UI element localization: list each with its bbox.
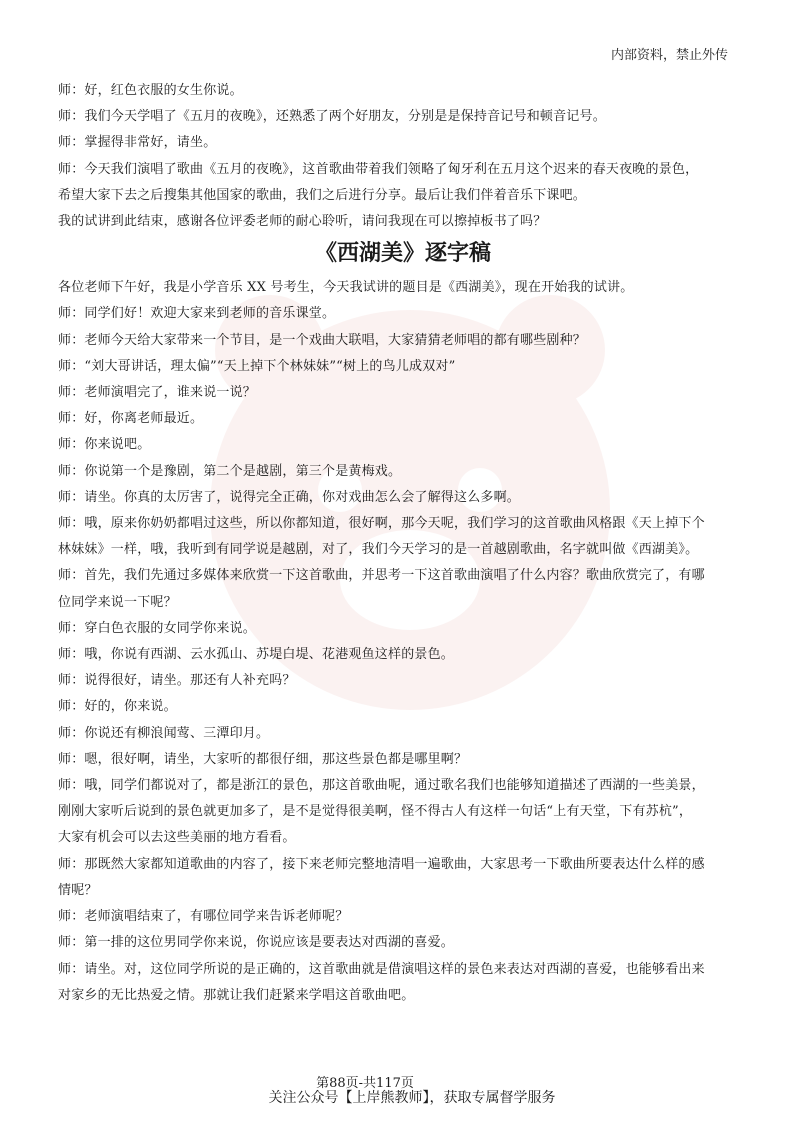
text-line: 师：你说还有柳浪闻莺、三潭印月。: [58, 725, 270, 741]
text-line: 师：说得很好，请坐。那还有人补充吗？: [58, 673, 296, 689]
text-line: 师：今天我们演唱了歌曲《五月的夜晚》，这首歌曲带着我们领略了匈牙利在五月这个迟来的春天夜晚的景色，: [58, 161, 699, 177]
text-line: 对家乡的无比热爱之情。那就让我们赶紧来学唱这首歌曲吧。: [58, 987, 415, 1003]
text-line: 师：第一排的这位男同学你来说，你说应该是要表达对西湖的喜爱。: [58, 935, 455, 951]
text-line: 情呢？: [58, 882, 98, 898]
text-line: 师：你说第一个是豫剧，第二个是越剧，第三个是黄梅戏。: [58, 463, 402, 479]
text-line: 师：我们今天学唱了《五月的夜晚》，还熟悉了两个好朋友，分别是是保持音记号和顿音记号。: [58, 109, 606, 125]
text-line: 师：嗯，很好啊，请坐，大家听的都很仔细，那这些景色都是哪里啊？: [58, 751, 468, 767]
text-line: 师：哦，同学们都说对了，都是浙江的景色，那这首歌曲呢，通过歌名我们也能够知道描述了西湖的一些美景，: [58, 778, 705, 794]
text-line: 各位老师下午好，我是小学音乐 XX 号考生，今天我试讲的题目是《西湖美》，现在开始我的试讲。: [58, 280, 634, 296]
text-line: 师：穿白色衣服的女同学你来说。: [58, 620, 257, 636]
promo-text: 关注公众号【上岸熊教师】，获取专属督学服务: [268, 1090, 556, 1106]
text-line: 位同学来说一下呢？: [58, 594, 177, 610]
text-line: 师：掌握得非常好，请坐。: [58, 135, 217, 151]
text-line: 希望大家下去之后搜集其他国家的歌曲，我们之后进行分享。最后让我们伴着音乐下课吧。: [58, 187, 587, 203]
text-line: 师：同学们好！欢迎大家来到老师的音乐课堂。: [58, 306, 336, 322]
text-line: 大家有机会可以去这些美丽的地方看看。: [58, 830, 296, 846]
text-line: 师：首先，我们先通过多媒体来欣赏一下这首歌曲，并思考一下这首歌曲演唱了什么内容？歌曲欣赏完了，有哪: [58, 568, 705, 584]
text-line: 师：请坐。你真的太厉害了，说得完全正确，你对戏曲怎么会了解得这么多啊。: [58, 489, 521, 505]
text-line: 师：好，红色衣服的女生你说。: [58, 83, 243, 98]
text-line: 我的试讲到此结束，感谢各位评委老师的耐心聆听，请问我现在可以擦掉板书了吗？: [58, 214, 547, 230]
text-line: 师：请坐。对，这位同学所说的是正确的，这首歌曲就是借演唱这样的景色来表达对西湖的喜爱，也能够看出来: [58, 961, 705, 977]
section-previous-lesson-end: [58, 78, 748, 235]
section-xihumei-transcript: [58, 275, 748, 1009]
text-line: 师：哦，你说有西湖、云水孤山、苏堤白堤、花港观鱼这样的景色。: [58, 647, 455, 663]
page-number: 第88页-共117页: [316, 1076, 414, 1091]
text-line: 林妹妹》一样，哦，我听到有同学说是越剧，对了，我们今天学习的是一首越剧歌曲，名字就叫做《西湖美》。: [58, 542, 699, 558]
confidential-note: 内部资料，禁止外传: [610, 48, 728, 63]
text-line: 师：那既然大家都知道歌曲的内容了，接下来老师完整地清唱一遍歌曲，大家思考一下歌曲所要表达什么样的感: [58, 856, 705, 872]
text-line: 师：老师今天给大家带来一个节目，是一个戏曲大联唱，大家猜猜老师唱的都有哪些剧种？: [58, 332, 587, 348]
text-line: 师：你来说吧。: [58, 437, 151, 453]
text-line: 师：好，你离老师最近。: [58, 411, 204, 427]
section-title: 《西湖美》逐字稿: [314, 241, 491, 267]
text-line: 师：老师演唱结束了，有哪位同学来告诉老师呢？: [58, 909, 349, 925]
text-line: 师：老师演唱完了，谁来说一说？: [58, 385, 257, 401]
text-line: 师：“刘大哥讲话，理太偏”“天上掉下个林妹妹”“树上的鸟儿成双对”: [58, 358, 456, 374]
document-body: [58, 78, 748, 1009]
text-line: 刚刚大家听后说到的景色就更加多了，是不是觉得很美啊，怪不得古人有这样一句话“上有天堂，下有苏杭”，: [58, 804, 693, 820]
text-line: 师：哦，原来你奶奶都唱过这些，所以你都知道，很好啊，那今天呢，我们学习的这首歌曲风格跟《天上掉下个: [58, 516, 705, 532]
text-line: 师：好的，你来说。: [58, 699, 177, 715]
